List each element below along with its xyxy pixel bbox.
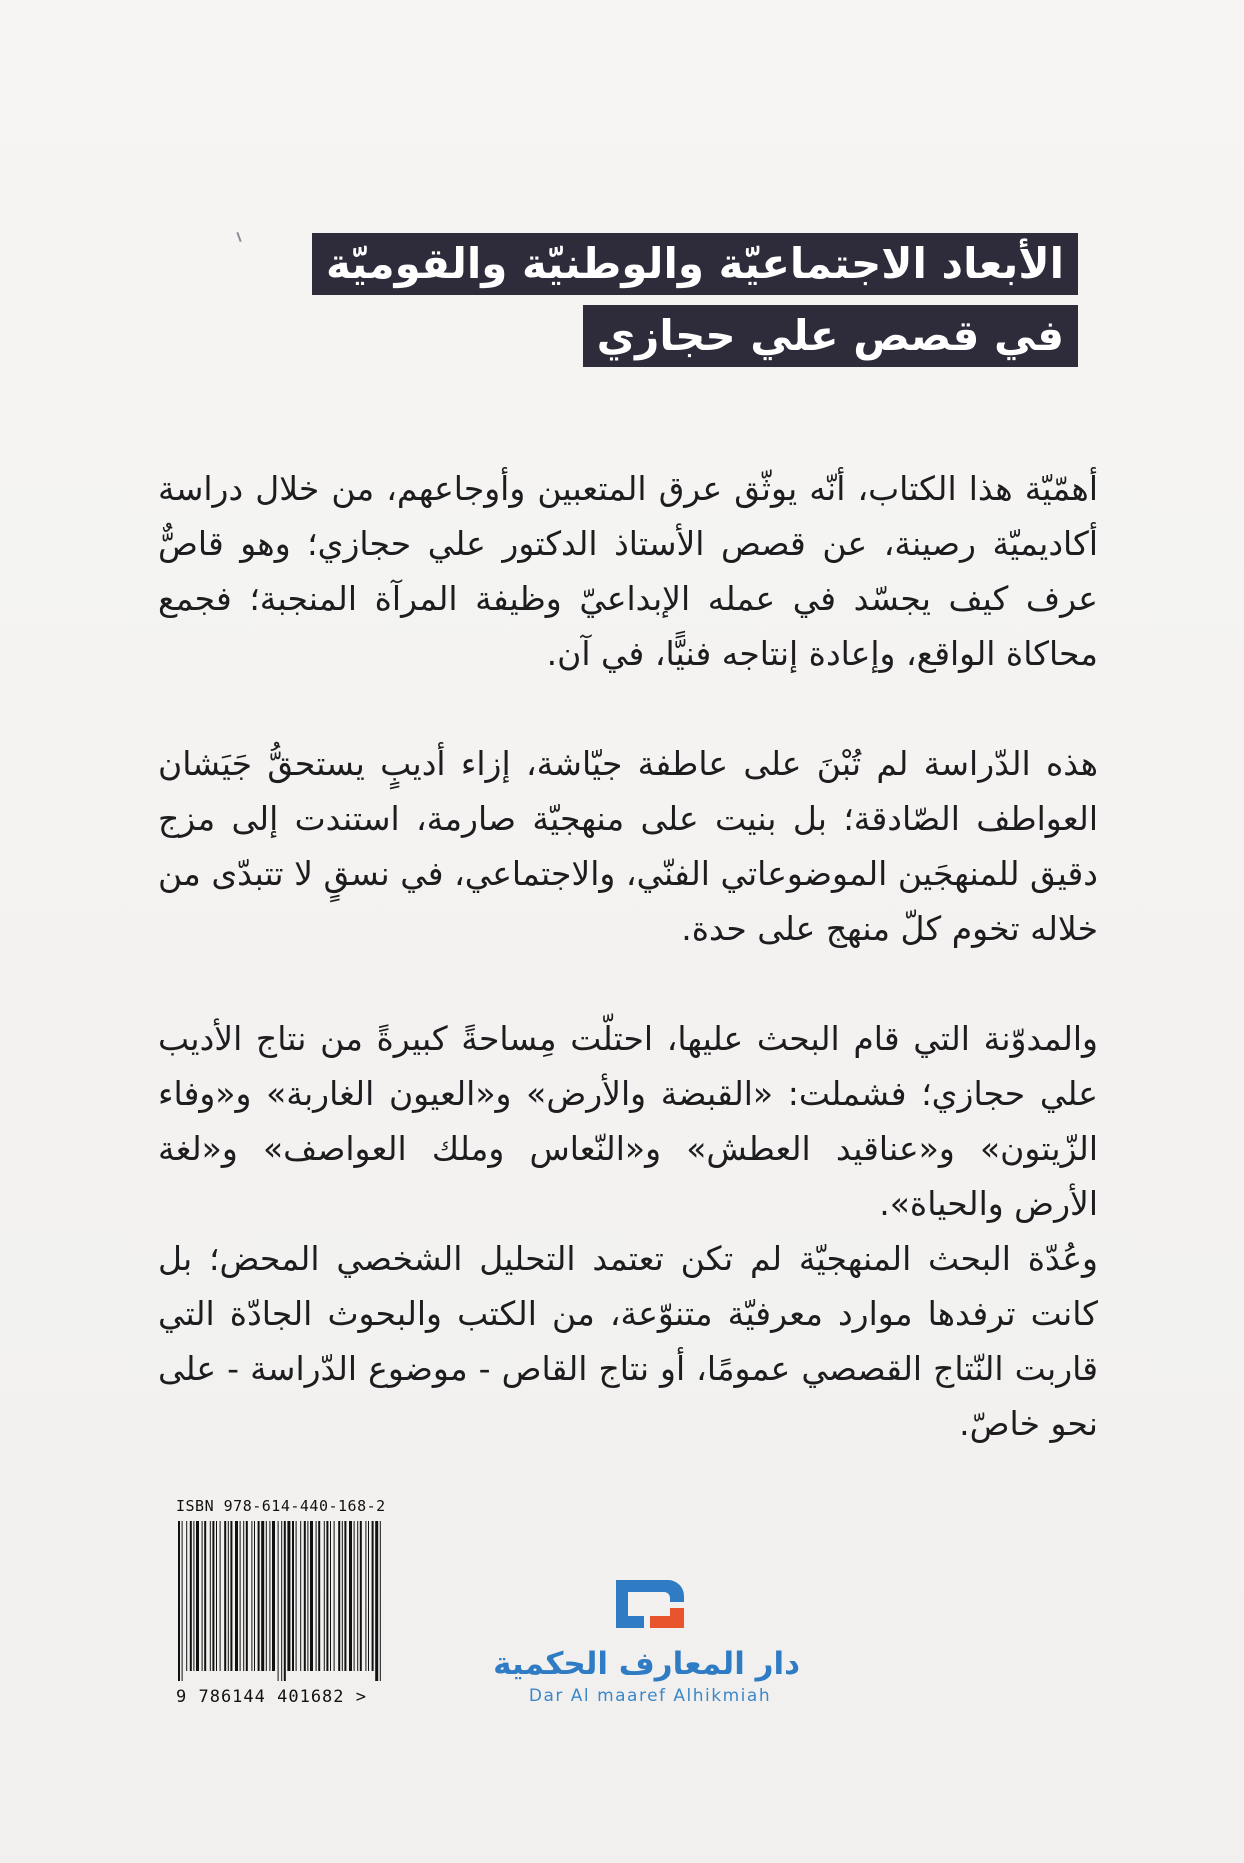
barcode-bar [258, 1521, 260, 1671]
paragraph-2: هذه الدّراسة لم تُبْنَ على عاطفة جيّاشة، إزاء أديبٍ يستحقُّ جَيَشان العواطف الصّادقة؛ بل بنيت على منهجيّة صارمة، استندت إلى مزج دقيق للمنهجَين الموضوعاتي الفنّي، والاجتماعي، في نسقٍ لا تتبدّى من خلاله تخوم كلّ منهج على حدة. [158, 744, 1098, 948]
title-line-1: الأبعاد الاجتماعيّة والوطنيّة والقوميّة [312, 233, 1078, 295]
publisher-name-arabic: دار المعارف الحكمية [493, 1646, 800, 1682]
publisher-logo-icon [606, 1570, 694, 1636]
barcode-bar [354, 1521, 355, 1671]
barcode-bar [196, 1521, 199, 1671]
barcode-bar [357, 1521, 358, 1671]
barcode-bar [210, 1521, 211, 1671]
barcode-bar [324, 1521, 325, 1671]
barcode-bar [284, 1521, 286, 1681]
barcode-bar [316, 1521, 317, 1671]
barcode-bar [202, 1521, 203, 1671]
barcode-bar [278, 1521, 279, 1681]
barcode-bars [176, 1521, 386, 1681]
barcode-bar [228, 1521, 229, 1671]
barcode-bar [216, 1521, 217, 1671]
paper-speck [236, 232, 241, 242]
barcode-bar [261, 1521, 264, 1671]
barcode-bar [342, 1521, 343, 1671]
barcode-bar [304, 1521, 306, 1671]
barcode-bar [368, 1521, 369, 1671]
barcode-bar [190, 1521, 192, 1671]
barcode-bar [240, 1521, 241, 1671]
barcode-bar [375, 1521, 378, 1681]
barcode-bar [365, 1521, 366, 1671]
barcode-bar [254, 1521, 255, 1671]
barcode-bar [212, 1521, 214, 1671]
barcode-bar [204, 1521, 206, 1671]
barcode-bar [266, 1521, 267, 1671]
barcode-bar [220, 1521, 221, 1671]
barcode-bar [292, 1521, 294, 1671]
barcode-bar [281, 1521, 282, 1681]
barcode-bar [296, 1521, 297, 1671]
isbn-barcode [176, 1497, 402, 1707]
barcode-bar [349, 1521, 352, 1671]
paragraph-4: وعُدّة البحث المنهجيّة لم تكن تعتمد التحليل الشخصي المحض؛ بل كانت ترفدها موارد معرفيّة متنوّعة، من الكتب والبحوث الجادّة التي قاربت النّتاج القصصي عمومًا، أو نتاج القاص - موضوع الدّراسة - على نحو خاصّ. [158, 1239, 1098, 1443]
barcode-bar [300, 1521, 301, 1671]
barcode-bar [243, 1521, 244, 1671]
barcode-bar [344, 1521, 346, 1671]
isbn-label: ISBN 978-614-440-168-2 [176, 1497, 386, 1515]
barcode-bar [310, 1521, 313, 1671]
barcode-bar [186, 1521, 187, 1671]
title-line-2: في قصص علي حجازي [583, 305, 1078, 367]
barcode-bar [272, 1521, 275, 1671]
barcode-bar [330, 1521, 331, 1671]
barcode-bar [380, 1521, 381, 1681]
barcode-bar [334, 1521, 335, 1671]
paragraph-1: أهمّيّة هذا الكتاب، أنّه يوثّق عرق المتعبين وأوجاعهم، من خلال دراسة أكاديميّة رصينة، عن قصص الأستاذ الدكتور علي حجازي؛ وهو قاصٌّ عرف كيف يجسّد في عمله الإبداعيّ وظيفة المرآة المنجبة؛ فجمع محاكاة الواقع، وإعادة إنتاجه فنيًّا، في آن. [158, 469, 1098, 673]
barcode-bar [251, 1521, 252, 1671]
barcode-bar [224, 1521, 226, 1671]
barcode-bar [246, 1521, 248, 1671]
paragraph-3: والمدوّنة التي قام البحث عليها، احتلّت مِساحةً كبيرةً من نتاج الأديب علي حجازي؛ فشملت: «القبضة والأرض» و«العيون الغاربة» و«وفاء الزّيتون» و«عناقيد العطش» و«النّعاس وملك العواصف» و«لغة الأرض والحياة». [158, 1019, 1098, 1223]
barcode-bar [230, 1521, 232, 1671]
barcode-bar [326, 1521, 328, 1671]
barcode-bar [318, 1521, 320, 1671]
barcode-bar [193, 1521, 194, 1671]
barcode-bar [338, 1521, 340, 1671]
barcode-bar [360, 1521, 362, 1671]
publisher-block [493, 1570, 800, 1706]
barcode-bar [287, 1521, 290, 1671]
barcode-digits: 9 786144 401682 > [176, 1687, 367, 1707]
barcode-bar [182, 1521, 183, 1681]
barcode-bar [372, 1521, 374, 1671]
barcode-bar [269, 1521, 270, 1671]
barcode-bar [235, 1521, 238, 1671]
barcode-bar [178, 1521, 180, 1681]
publisher-name-english: Dar Al maaref Alhikmiah [528, 1686, 772, 1706]
barcode-bar [307, 1521, 308, 1671]
